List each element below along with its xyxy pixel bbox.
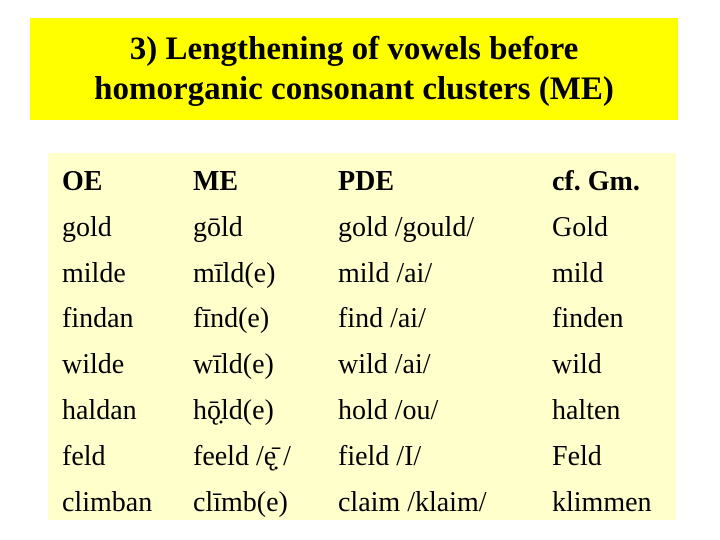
column-pde bbox=[338, 159, 487, 525]
slide-title-line-1: 3) Lengthening of vowels before bbox=[129, 31, 579, 67]
cell-cf-gm: Feld bbox=[552, 440, 602, 472]
cell-pde: hold /ou/ bbox=[338, 394, 439, 426]
cell-me: feeld /ę̣̄ / bbox=[193, 440, 291, 472]
cell-cf-gm: Gold bbox=[552, 211, 608, 243]
cell-oe: climban bbox=[62, 486, 153, 518]
cell-pde: find /ai/ bbox=[338, 303, 426, 335]
cell-oe: feld bbox=[62, 440, 106, 472]
slide-title-line-2: homorganic consonant clusters (ME) bbox=[94, 71, 614, 107]
cell-pde: gold /gould/ bbox=[338, 211, 475, 243]
cell-me: hǭ̣ld(e) bbox=[193, 394, 274, 426]
column-oe bbox=[62, 159, 152, 525]
cell-cf-gm: klimmen bbox=[552, 486, 652, 518]
cell-me: gōld bbox=[193, 211, 243, 243]
header-cf-gm: cf. Gm. bbox=[552, 166, 640, 197]
header-pde: PDE bbox=[338, 166, 394, 197]
cell-pde: mild /ai/ bbox=[338, 257, 433, 289]
cell-oe: gold bbox=[62, 211, 112, 243]
cell-oe: milde bbox=[62, 257, 126, 289]
cell-cf-gm: halten bbox=[552, 394, 621, 426]
cell-oe: findan bbox=[62, 303, 134, 335]
vowel-lengthening-table bbox=[48, 153, 676, 520]
cell-me: mīld(e) bbox=[193, 257, 276, 289]
slide-title-box bbox=[30, 18, 678, 120]
header-me: ME bbox=[193, 166, 239, 197]
cell-oe: wilde bbox=[62, 349, 125, 381]
cell-pde: wild /ai/ bbox=[338, 349, 431, 381]
cell-cf-gm: wild bbox=[552, 349, 602, 381]
cell-me: wīld(e) bbox=[193, 349, 274, 381]
cell-cf-gm: finden bbox=[552, 303, 624, 335]
cell-pde: field /I/ bbox=[338, 440, 422, 472]
cell-cf-gm: mild bbox=[552, 257, 604, 289]
cell-pde: claim /klaim/ bbox=[338, 486, 487, 518]
cell-me: fīnd(e) bbox=[193, 303, 270, 335]
cell-me: clīmb(e) bbox=[193, 486, 288, 518]
column-cf-gm bbox=[552, 159, 652, 525]
header-oe: OE bbox=[62, 166, 103, 197]
cell-oe: haldan bbox=[62, 394, 137, 426]
column-me bbox=[193, 159, 291, 525]
